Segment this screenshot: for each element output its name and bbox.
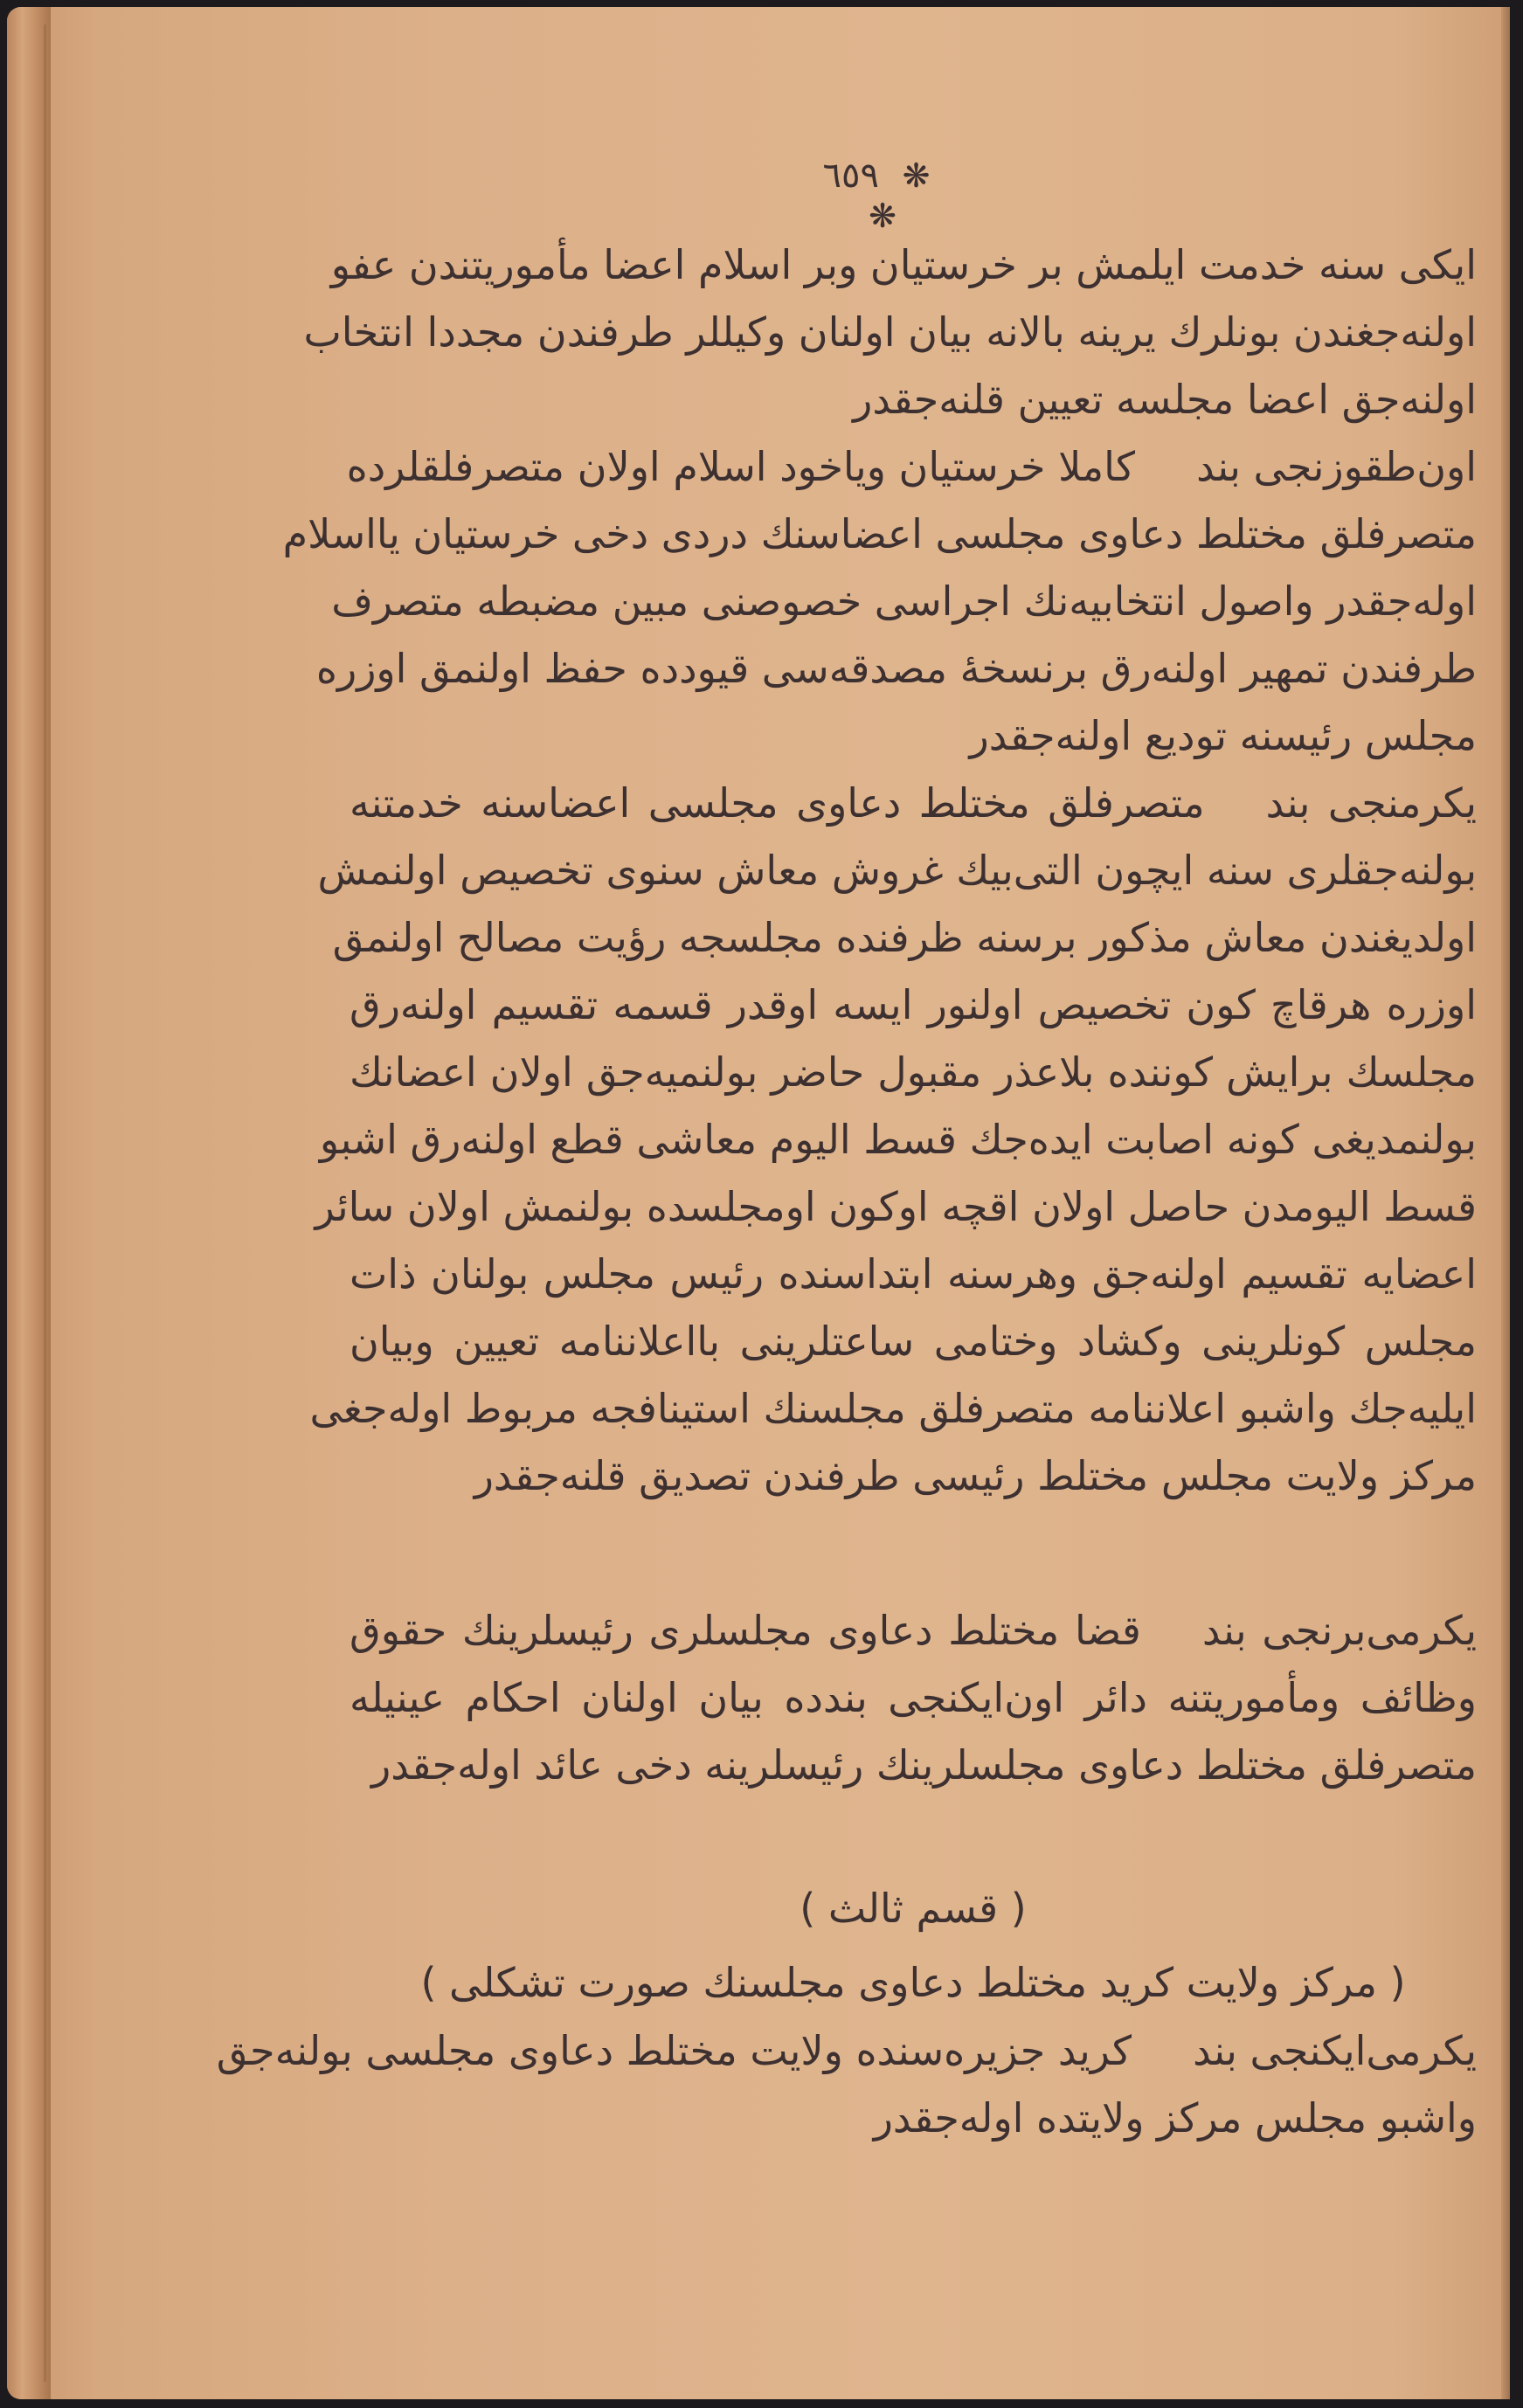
- spacer: [350, 1799, 1477, 1860]
- text-line: ایلیه‌جك واشبو اعلاننامه متصرفلق مجلسنك استینافجه مربوط اوله‌جغی: [309, 1385, 1477, 1432]
- spacer: [350, 1510, 1477, 1597]
- text-line: قسط الیومدن حاصل اولان اقچه اوكون اومجلسده بولنمش اولان سائر: [315, 1183, 1477, 1230]
- text-line: قضا مختلط دعاوی مجلسلری رئیسلرینك حقوق: [350, 1607, 1141, 1654]
- article-21: [350, 1597, 1477, 1799]
- text-line: اولدیغندن معاش مذکور برسنه ظرفنده مجلسجه رؤیت مصالح اولنمق: [332, 914, 1477, 961]
- page-right-edge: [1501, 7, 1510, 2399]
- text-line: متصرفلق مختلط دعاوی مجلسلرینك رئیسلرینه دخی عائد اوله‌جقدر: [371, 1741, 1477, 1789]
- text-line: اولنه‌جغندن بونلرك یرینه بالانه بیان اولنان وکیللر طرفندن مجددا انتخاب: [303, 308, 1477, 356]
- paragraph-continuation: [303, 232, 1477, 433]
- ornament-icon: ❋: [902, 156, 931, 195]
- article-label: یکرمنجی بند: [1265, 779, 1478, 827]
- book-spine-edge: [7, 7, 51, 2399]
- text-line: مجلس رئیسنه تودیع اولنه‌جقدر: [969, 712, 1477, 759]
- text-line: اوله‌جقدر واصول انتخابیه‌نك اجراسی خصوصنی مبین مضبطه متصرف: [331, 578, 1477, 625]
- text-line: بولنمدیغی کونه اصابت ایده‌جك قسط الیوم معاشی قطع اولنه‌رق اشبو: [319, 1116, 1477, 1163]
- article-22: [216, 2017, 1477, 2152]
- section-subtitle: ( مرکز ولایت کرید مختلط دعاوی مجلسنك صورت تشکلی ): [420, 1959, 1406, 2006]
- text-line: اعضایه تقسیم اولنه‌جق وهرسنه ابتداسنده رئیس مجلس بولنان ذات: [350, 1250, 1477, 1297]
- article-19: [282, 433, 1477, 770]
- text-line: اوزره هرقاچ كون تخصیص اولنور ایسه اوقدر قسمه تقسیم اولنه‌رق: [350, 981, 1477, 1028]
- article-label: یکرمی‌برنجی بند: [1201, 1607, 1477, 1654]
- text-line: متصرفلق مختلط دعاوی مجلسی اعضاسنك دردی دخی خرستیان یااسلام: [282, 510, 1477, 557]
- article-label: یکرمی‌ایکنجی بند: [1193, 2027, 1477, 2074]
- article-label: اون‌طقوزنجی بند: [1196, 443, 1477, 490]
- text-line: کرید جزیره‌سنده ولایت مختلط دعاوی مجلسی بولنه‌جق: [216, 2027, 1132, 2074]
- text-line: کاملا خرستیان ویاخود اسلام اولان متصرفلقلرده: [346, 443, 1136, 490]
- page-number: ٦٥٩: [822, 156, 879, 196]
- article-20: [309, 770, 1478, 1510]
- text-line: واشبو مجلس مرکز ولایتده اوله‌جقدر: [873, 2094, 1477, 2142]
- text-line: وظائف ومأموریتنه دائر اون‌ایکنجی بندده بیان اولنان احکام عینیله: [350, 1674, 1477, 1721]
- text-line: اولنه‌جق اعضا مجلسه تعیین قلنه‌جقدر: [853, 376, 1477, 423]
- text-line: متصرفلق مختلط دعاوی مجلسی اعضاسنه خدمتنه: [350, 779, 1205, 827]
- section-title: ( قسم ثالث ): [800, 1885, 1027, 1932]
- text-line: مجلسك برایش کوننده بلاعذر مقبول حاضر بولنمیه‌جق اولان اعضانك: [350, 1048, 1477, 1096]
- text-line: بولنه‌جقلری سنه ایچون التی‌بیك غروش معاش سنوی تخصیص اولنمش: [317, 847, 1477, 894]
- text-line: طرفندن تمهیر اولنه‌رق برنسخهٔ مصدقه‌سی قیودده حفظ اولنمق اوزره: [315, 645, 1477, 692]
- text-line: ایکی سنه خدمت ایلمش بر خرستیان وبر اسلام اعضا مأموریتندن عفو: [330, 241, 1477, 288]
- text-line: مرکز ولایت مجلس مختلط رئیسی طرفندن تصدیق قلنه‌جقدر: [474, 1452, 1477, 1499]
- page-body: [216, 149, 1478, 2152]
- ornament-icon: ❋: [869, 197, 896, 235]
- spine-crease: [44, 24, 46, 2382]
- text-line: مجلس کونلرینی وکشاد وختامی ساعتلرینی بااعلاننامه تعیین وبیان: [350, 1318, 1477, 1365]
